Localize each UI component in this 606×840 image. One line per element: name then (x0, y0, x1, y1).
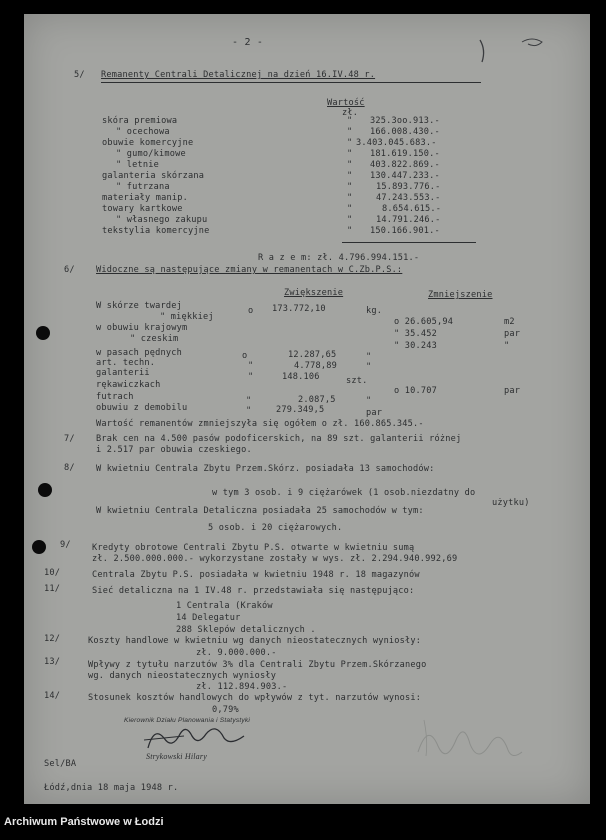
row-value: 14.791.246.- (376, 215, 441, 225)
change-decrease: o 10.707 (394, 386, 437, 396)
section-heading: Widoczne są następujące zmiany w remanentach w C.Zb.P.S.: (96, 265, 403, 275)
signature (138, 722, 256, 756)
row-value: 325.3oo.913.- (370, 116, 440, 126)
change-unit: szt. (346, 376, 368, 386)
change-label: " czeskim (130, 334, 179, 344)
change-label: art. techn. (96, 358, 156, 368)
paragraph-line: zł. 112.894.903.- (196, 682, 288, 692)
paragraph-line: 0,79% (212, 705, 239, 715)
change-decrease: o 26.605,94 (394, 317, 454, 327)
row-ditto: " (347, 149, 353, 159)
row-ditto: " (347, 160, 353, 170)
paragraph-line: zł. 9.000.000.- (196, 648, 277, 658)
punch-hole (36, 326, 50, 340)
paragraph-line: Brak cen na 4.500 pasów podoficerskich, na 89 szt. galanterii różnej (96, 434, 462, 444)
section-number: 13/ (44, 657, 61, 667)
paragraph-line: 288 Sklepów detalicznych . (176, 625, 316, 635)
section-number: 5/ (74, 70, 85, 80)
row-ditto: " (347, 193, 353, 203)
section-number: 14/ (44, 691, 61, 701)
change-label: w obuwiu krajowym (96, 323, 188, 333)
change-ditto: " (246, 396, 252, 406)
row-value: 15.893.776.- (376, 182, 441, 192)
paragraph-line: 1 Centrala (Kraków (176, 601, 273, 611)
punch-hole (38, 483, 52, 497)
row-label: " letnie (116, 160, 159, 170)
row-value: 166.008.430.- (370, 127, 440, 137)
total-rule (342, 242, 476, 243)
row-ditto: " (347, 215, 353, 225)
row-label: " futrzana (116, 182, 170, 192)
change-label: " miękkiej (160, 312, 214, 322)
change-label: w pasach pędnych (96, 348, 182, 358)
paragraph-line: w tym 3 osob. i 9 ciężarówek (1 osob.niezdatny do (212, 488, 476, 498)
row-value: 403.822.869.- (370, 160, 440, 170)
row-label: " ocechowa (116, 127, 170, 137)
change-ditto: o (248, 306, 254, 316)
change-unit: par (504, 386, 521, 396)
paragraph-line: Centrala Zbytu P.S. posiadała w kwietniu 1948 r. 18 magazynów (92, 570, 420, 580)
change-ditto: " (248, 361, 254, 371)
paragraph-line: W kwietniu Centrala Zbytu Przem.Skórz. posiadała 13 samochodów: (96, 464, 435, 474)
paragraph-line: wg. danych nieostatecznych wyniosły (88, 671, 277, 681)
section-number: 6/ (64, 265, 75, 275)
row-value: 130.447.233.- (370, 171, 440, 181)
date-line: Łódź,dnia 18 maja 1948 r. (44, 783, 179, 793)
row-value: 8.654.615.- (382, 204, 442, 214)
change-increase: 12.287,65 (288, 350, 337, 360)
column-header-decrease: Zmniejszenie (428, 290, 493, 300)
row-ditto: " (347, 226, 353, 236)
changes-summary: Wartość remanentów zmniejszyła się ogółem o zł. 160.865.345.- (96, 419, 424, 429)
row-value: 3.403.045.683.- (356, 138, 437, 148)
row-ditto: " (347, 116, 353, 126)
row-ditto: " (347, 182, 353, 192)
paragraph-line: 5 osob. i 20 ciężarowych. (208, 523, 343, 533)
change-unit: kg. (366, 306, 383, 316)
change-unit: " (366, 352, 372, 362)
section-number: 11/ (44, 584, 61, 594)
change-decrease: " 30.243 (394, 341, 437, 351)
row-label: skóra premiowa (102, 116, 178, 126)
change-increase: 148.106 (282, 372, 320, 382)
row-label: " gumo/kimowe (116, 149, 186, 159)
change-unit: m2 (504, 317, 515, 327)
punch-hole (32, 540, 46, 554)
section-heading: Remanenty Centrali Detalicznej na dzień 16.IV.48 r. (101, 70, 376, 80)
paragraph-line: Kredyty obrotowe Centrali Zbytu P.S. otwarte w kwietniu sumą (92, 543, 415, 553)
change-unit: " (366, 396, 372, 406)
row-value: 181.619.150.- (370, 149, 440, 159)
row-label: towary kartkowe (102, 204, 183, 214)
paragraph-line: użytku) (492, 498, 530, 508)
change-unit: par (366, 408, 383, 418)
row-label: tekstylia komercyjne (102, 226, 210, 236)
change-label: rękawiczkach (96, 380, 161, 390)
paragraph-line: Koszty handlowe w kwietniu wg danych nieostatecznych wyniosły: (88, 636, 422, 646)
change-ditto: " (246, 406, 252, 416)
faint-signature (410, 712, 528, 764)
column-header-increase: Zwiększenie (284, 288, 344, 298)
handwritten-mark (474, 36, 554, 66)
paragraph-line: W kwietniu Centrala Detaliczna posiadała 25 samochodów w tym: (96, 506, 424, 516)
typist-initials: Sel/BA (44, 759, 77, 769)
paragraph-line: i 2.517 par obuwia czeskiego. (96, 445, 252, 455)
section-number: 10/ (44, 568, 61, 578)
change-label: W skórze twardej (96, 301, 182, 311)
paragraph-line: Sieć detaliczna na 1 IV.48 r. przedstawiała się następująco: (92, 586, 415, 596)
row-value: 150.166.901.- (370, 226, 440, 236)
change-increase: 4.778,89 (294, 361, 337, 371)
heading-underline (101, 82, 481, 83)
change-unit: " (504, 341, 510, 351)
section-number: 12/ (44, 634, 61, 644)
change-decrease: " 35.452 (394, 329, 437, 339)
paragraph-line: zł. 2.500.000.000.- wykorzystane zostały w wys. zł. 2.294.940.992,69 (92, 554, 458, 564)
section-number: 8/ (64, 463, 75, 473)
row-label: materiały manip. (102, 193, 188, 203)
paragraph-line: 14 Delegatur (176, 613, 241, 623)
row-label: " własnego zakupu (116, 215, 208, 225)
row-value: 47.243.553.- (376, 193, 441, 203)
column-unit: zł. (342, 108, 359, 118)
inventory-total: R a z e m: zł. 4.796.994.151.- (258, 253, 420, 263)
change-unit: " (366, 362, 372, 372)
change-ditto: o (242, 351, 248, 361)
change-increase: 279.349,5 (276, 405, 325, 415)
page-number: - 2 - (232, 37, 264, 48)
change-unit: par (504, 329, 521, 339)
paragraph-line: Wpływy z tytułu narzutów 3% dla Centrali Zbytu Przem.Skórzanego (88, 660, 427, 670)
section-number: 9/ (60, 540, 71, 550)
row-ditto: " (347, 171, 353, 181)
archive-name: Archiwum Państwowe w Łodzi (4, 816, 164, 828)
row-ditto: " (347, 138, 353, 148)
stamp-title: Kierownik Działu Planowania i Statystyki (124, 717, 251, 724)
row-ditto: " (347, 127, 353, 137)
change-label: obuwiu z demobilu (96, 403, 188, 413)
change-label: galanterii (96, 368, 150, 378)
change-label: futrach (96, 392, 134, 402)
paragraph-line: Stosunek kosztów handlowych do wpływów z tyt. narzutów wynosi: (88, 693, 422, 703)
row-label: obuwie komercyjne (102, 138, 194, 148)
stamp-name: Strykowski Hilary (146, 752, 207, 761)
change-ditto: " (248, 372, 254, 382)
archive-footer (0, 806, 606, 840)
section-number: 7/ (64, 434, 75, 444)
change-increase: 173.772,10 (272, 304, 326, 314)
row-ditto: " (347, 204, 353, 214)
change-increase: 2.087,5 (298, 395, 336, 405)
column-header: Wartość (327, 98, 365, 108)
row-label: galanteria skórzana (102, 171, 205, 181)
